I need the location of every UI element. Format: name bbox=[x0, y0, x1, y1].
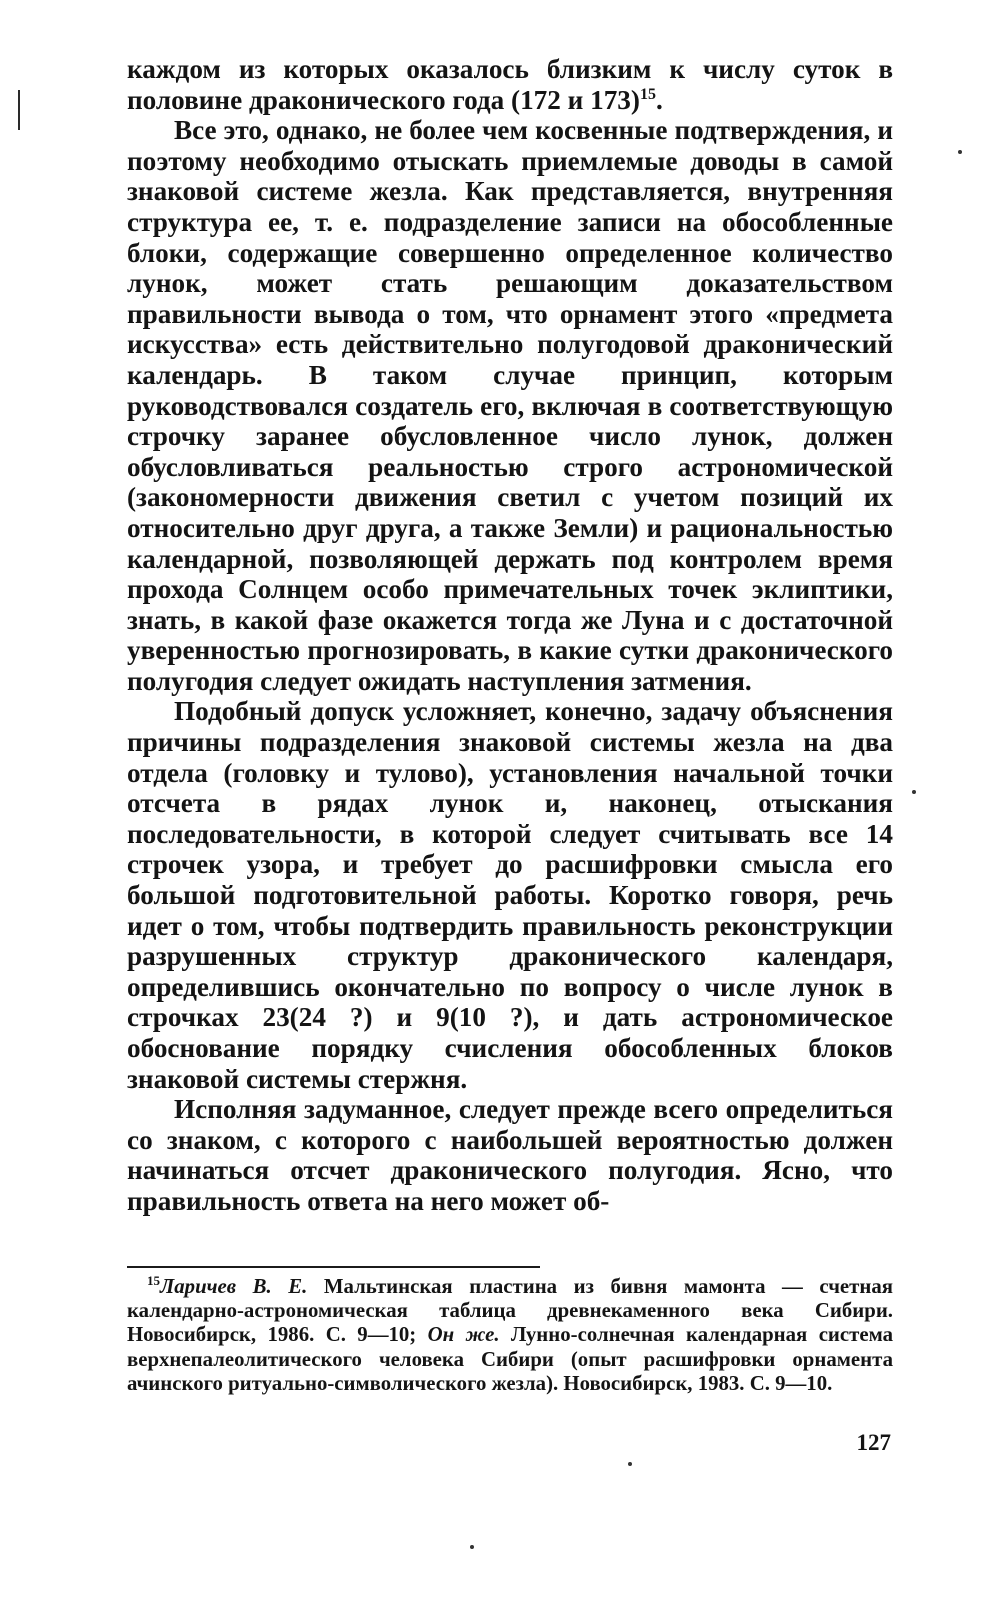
footnote-text-2: Лунно-солнечная календарная система верхнепалеолитического человека Сибири (опыт расшифровки орнамента ачинского ритуально-символического жезла). Новосибирск, 1983. С. 9—10. bbox=[127, 1323, 894, 1395]
scan-speck bbox=[628, 1462, 632, 1466]
footnote-text-1: Мальтинская пластина из бивня мамонта — счетная календарно-астрономическая таблица древнекаменного века Сибири. Новосибирск, 1986. С. 9—10; bbox=[127, 1275, 894, 1347]
footnote-author-1: Ларичев В. Е. bbox=[160, 1275, 308, 1298]
paragraph-1-end: . bbox=[655, 84, 663, 115]
paragraph-1-text: каждом из которых оказалось близким к числу суток в половине драконического года (172 и 173) bbox=[127, 54, 893, 115]
scan-speck bbox=[958, 150, 962, 154]
footnote-author-2: Он же. bbox=[427, 1323, 500, 1347]
scan-artifact-line bbox=[18, 90, 20, 130]
footnote-number: 15 bbox=[147, 1273, 160, 1289]
footnote bbox=[127, 1275, 893, 1396]
scan-speck bbox=[470, 1545, 474, 1549]
paragraph-2: Все это, однако, не более чем косвенные подтверждения, и поэтому необходимо отыскать приемлемые доводы в самой знаковой системе жезла. Как представляется, внутренняя структура ее, т. е. подразделение записи на обособленные блоки, содержащие совершенно определенное количество лунок, может стать решающим доказательством правильности вывода о том, что орнамент этого «предмета искусства» есть действительно полугодовой драконический календарь. В таком случае принцип, которым руководствовался создатель его, включая в соответствующую строчку заранее обусловленное число лунок, должен обусловливаться реальностью строго астрономической (закономерности движения светил с учетом позиций их относительно друг друга, а также Земли) и рациональностью календарной, позволяющей держать под контролем время прохода Солнцем особо примечательных точек эклиптики, знать, в какой фазе окажется тогда же Луна и с достаточной уверенностью прогнозировать, в какие сутки драконического полугодия следует ожидать наступления затмения. bbox=[127, 115, 893, 696]
footnote-reference[interactable]: 15 bbox=[639, 85, 656, 103]
footnote-divider bbox=[127, 1266, 540, 1268]
scan-speck bbox=[912, 790, 916, 794]
paragraph-4: Исполняя задуманное, следует прежде всего определиться со знаком, с которого с наибольшей вероятностью должен начинаться отсчет драконического полугодия. Ясно, что правильность ответа на него может об- bbox=[127, 1094, 893, 1216]
main-text bbox=[127, 54, 893, 1217]
page-number: 127 bbox=[856, 1430, 891, 1455]
paragraph-1 bbox=[127, 54, 893, 115]
paragraph-3: Подобный допуск усложняет, конечно, задачу объяснения причины подразделения знаковой системы жезла на два отдела (головку и тулово), установления начальной точки отсчета в рядах лунок и, наконец, отыскания последовательности, в которой следует считывать все 14 строчек узора, и требует до расшифровки смысла его большой подготовительной работы. Коротко говоря, речь идет о том, чтобы подтвердить правильность реконструкции разрушенных структур драконического календаря, определившись окончательно по вопросу о числе лунок в строчках 23(24 ?) и 9(10 ?), и дать астрономическое обоснование порядку счисления обособленных блоков знаковой системы стержня. bbox=[127, 696, 893, 1094]
